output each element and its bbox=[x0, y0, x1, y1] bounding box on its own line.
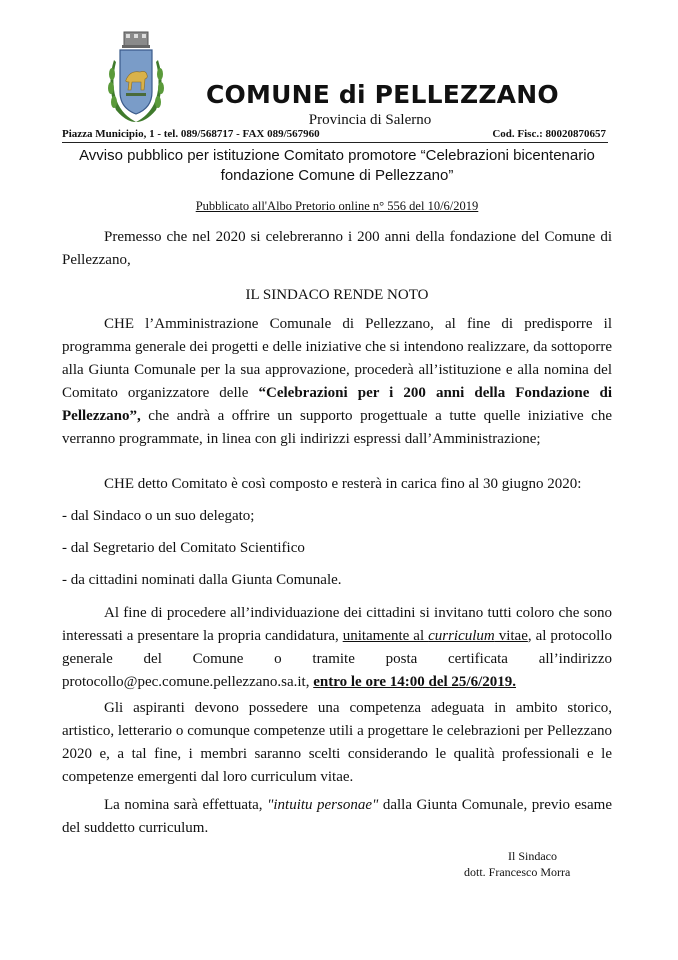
premise-paragraph: Premesso che nel 2020 si celebreranno i 200 anni della fondazione del Comune di Pellezzano, bbox=[62, 229, 612, 268]
che2-paragraph: CHE detto Comitato è così composto e resterà in carica fino al 30 giugno 2020: bbox=[104, 476, 582, 492]
crest-shield-icon bbox=[120, 50, 152, 114]
notice-subject-line-1: Avviso pubblico per istituzione Comitato promotore “Celebrazioni bicentenario bbox=[79, 147, 595, 164]
crest-crown-icon bbox=[122, 32, 150, 48]
application-curriculum-2: curriculum bbox=[428, 628, 495, 644]
che1-text-b: che andrà a offrire un supporto progettuale a tutte quelle iniziative che verranno programmate, in linea con gli indirizzi espressi dall’Amministrazione; bbox=[62, 408, 612, 447]
notice-subject bbox=[62, 146, 612, 186]
province-subtitle: Provincia di Salerno bbox=[308, 112, 432, 128]
application-paragraph bbox=[62, 602, 612, 694]
application-text-a: Al fine di procedere all’individuazione dei cittadini si invitano tutti coloro che sono interessati a presentare la propria candidatura, bbox=[62, 605, 612, 644]
page-title: COMUNE di PELLEZZANO bbox=[206, 80, 559, 109]
committee-item-1: - dal Sindaco o un suo delegato; bbox=[62, 508, 255, 524]
fiscal-code-text: Cod. Fisc.: 80020870657 bbox=[492, 128, 606, 140]
publication-reference: Pubblicato all'Albo Pretorio online n° 556 del 10/6/2019 bbox=[195, 199, 479, 213]
signature-role: Il Sindaco bbox=[508, 849, 557, 863]
signature-block bbox=[464, 848, 624, 880]
notice-subject-line-2: fondazione Comune di Pellezzano” bbox=[220, 167, 454, 184]
contact-line bbox=[62, 128, 606, 140]
committee-item-3: - da cittadini nominati dalla Giunta Comunale. bbox=[62, 572, 342, 588]
che1-celebration-title: “Celebrazioni per i 200 anni della Fondazione di Pellezzano”, bbox=[62, 385, 613, 424]
application-curriculum-1: unitamente al bbox=[342, 628, 429, 644]
announcement-heading: IL SINDACO RENDE NOTO bbox=[245, 287, 429, 303]
signature-name: dott. Francesco Morra bbox=[464, 865, 571, 879]
requirements-paragraph: Gli aspiranti devono possedere una competenza adeguata in ambito storico, artistico, letterario o comunque competenze utili a progettare le celebrazioni per Pellezzano 2020 e, a tal fine, i membri saranno scelti considerando le qualità professionali e le competenze emergenti dal loro curriculum vitae. bbox=[62, 700, 612, 785]
application-text-b: , al protocollo generale del Comune o tramite posta certificata all’indirizzo protocollo@pec.comune.pellezzano.sa.it, bbox=[62, 628, 613, 690]
nomination-text-a: La nomina sarà effettuata, bbox=[104, 797, 268, 813]
che1-text-a: CHE l’Amministrazione Comunale di Pellezzano, al fine di predisporre il programma generale dei progetti e delle iniziative che si intendono realizzare, da sottoporre alla Giunta Comunale per la sua approvazione, procederà all’istituzione e alla nomina del Comitato organizzatore delle bbox=[62, 316, 612, 401]
che1-paragraph bbox=[62, 313, 612, 451]
nomination-intuitu-personae: "intuitu personae" bbox=[267, 797, 379, 813]
nomination-paragraph bbox=[62, 794, 612, 840]
header-divider bbox=[62, 142, 608, 143]
application-curriculum-3: vitae bbox=[494, 628, 528, 644]
address-text: Piazza Municipio, 1 - tel. 089/568717 - FAX 089/567960 bbox=[62, 128, 320, 140]
nomination-text-b: dalla Giunta Comunale, previo esame del suddetto curriculum. bbox=[62, 797, 612, 836]
application-deadline: entro le ore 14:00 del 25/6/2019. bbox=[313, 674, 516, 690]
committee-item-2: - dal Segretario del Comitato Scientifico bbox=[62, 540, 305, 556]
